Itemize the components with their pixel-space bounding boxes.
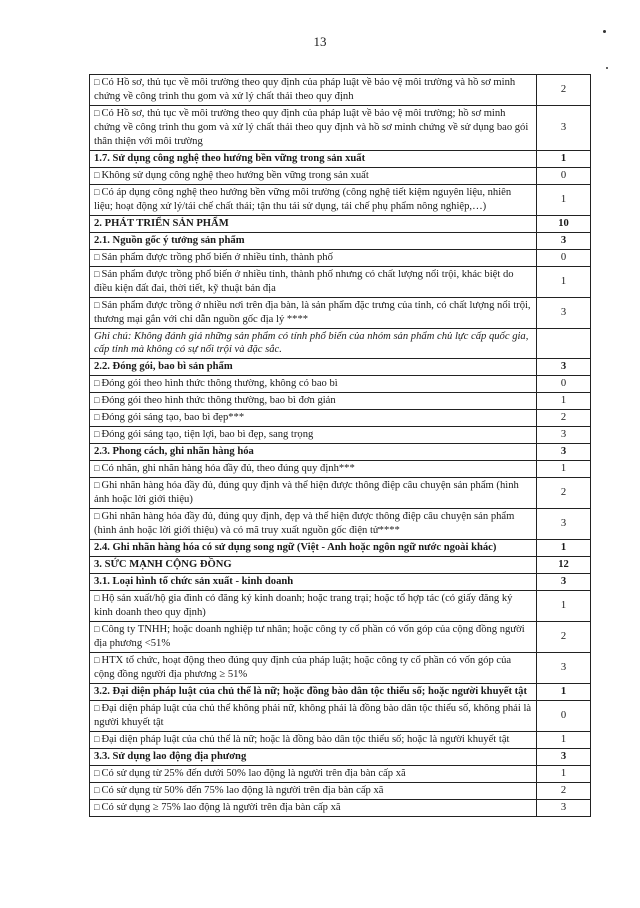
criterion-cell bbox=[90, 748, 537, 765]
criterion-cell bbox=[90, 700, 537, 731]
criterion-cell bbox=[90, 266, 537, 297]
criterion-cell bbox=[90, 150, 537, 167]
criterion-text: 3.2. Đại diện pháp luật của chủ thể là nữ; hoặc đồng bào dân tộc thiểu số; hoặc người khuyết tật bbox=[94, 685, 527, 697]
criterion-option-row bbox=[90, 478, 591, 509]
checkbox-square-icon: □ bbox=[94, 733, 100, 744]
criterion-cell bbox=[90, 799, 537, 816]
score-cell: 1 bbox=[537, 765, 591, 782]
criterion-text: Ghi nhãn hàng hóa đầy đủ, đúng quy định, đẹp và thể hiện được thông điệp câu chuyện sản phẩm (hình ảnh hoặc lời giới thiệu) và có mã truy xuất nguồn gốc điện tử**** bbox=[94, 511, 515, 537]
checkbox-square-icon: □ bbox=[94, 268, 100, 279]
criterion-text: Đại diện pháp luật của chủ thể là nữ; hoặc là đồng bào dân tộc thiểu số; hoặc là người khuyết tật bbox=[101, 733, 510, 745]
criterion-text: Đóng gói sáng tạo, tiện lợi, bao bì đẹp, sang trọng bbox=[101, 429, 314, 441]
score-cell: 2 bbox=[537, 621, 591, 652]
criterion-text: Sản phẩm được trồng ở nhiều nơi trên địa bàn, là sản phẩm đặc trưng của tỉnh, có chất lượng nổi trội, thương mại gắn với chỉ dẫn nguồn gốc địa lý **** bbox=[94, 299, 531, 325]
criterion-text: 2.4. Ghi nhãn hàng hóa có sử dụng song ngữ (Việt - Anh hoặc ngôn ngữ nước ngoài khác) bbox=[94, 542, 497, 554]
criterion-text: 3.3. Sử dụng lao động địa phương bbox=[94, 750, 247, 762]
criterion-text: Có sử dụng ≥ 75% lao động là người trên địa bàn cấp xã bbox=[101, 801, 341, 813]
criterion-option-row bbox=[90, 266, 591, 297]
criterion-heading-row bbox=[90, 150, 591, 167]
score-cell: 1 bbox=[537, 591, 591, 622]
criterion-cell bbox=[90, 249, 537, 266]
criterion-cell bbox=[90, 683, 537, 700]
scan-speck bbox=[606, 67, 608, 69]
criterion-cell bbox=[90, 105, 537, 150]
criterion-text: Sản phẩm được trồng phổ biến ở nhiều tỉnh, thành phố bbox=[101, 251, 333, 263]
criterion-option-row bbox=[90, 782, 591, 799]
criterion-option-row bbox=[90, 75, 591, 106]
criterion-cell bbox=[90, 591, 537, 622]
score-cell: 2 bbox=[537, 782, 591, 799]
score-cell: 0 bbox=[537, 249, 591, 266]
checkbox-square-icon: □ bbox=[94, 378, 100, 389]
criterion-text: 3. SỨC MẠNH CỘNG ĐỒNG bbox=[94, 559, 232, 571]
criterion-text: Có sử dụng từ 25% đến dưới 50% lao động là người trên địa bàn cấp xã bbox=[101, 767, 406, 779]
criterion-option-row bbox=[90, 621, 591, 652]
criterion-cell bbox=[90, 652, 537, 683]
criterion-heading-row bbox=[90, 748, 591, 765]
criterion-option-row bbox=[90, 700, 591, 731]
score-cell: 1 bbox=[537, 393, 591, 410]
score-cell: 2 bbox=[537, 478, 591, 509]
criterion-text: Có Hồ sơ, thủ tục về môi trường theo quy định của pháp luật về bảo vệ môi trường; hồ sơ minh chứng về công trình thu gom và xử lý chất thải theo quy định và hồ sơ minh chứng về sử dụng bao gói thân thiện với môi trường bbox=[94, 107, 529, 147]
criterion-cell bbox=[90, 731, 537, 748]
criterion-heading-row bbox=[90, 574, 591, 591]
criterion-cell bbox=[90, 328, 537, 359]
criterion-cell bbox=[90, 232, 537, 249]
checkbox-square-icon: □ bbox=[94, 801, 100, 812]
criterion-text: 3.1. Loại hình tổ chức sản xuất - kinh doanh bbox=[94, 576, 294, 588]
score-cell: 3 bbox=[537, 652, 591, 683]
checkbox-square-icon: □ bbox=[94, 463, 100, 474]
criterion-cell bbox=[90, 215, 537, 232]
criterion-text: Không sử dụng công nghệ theo hướng bền vững trong sản xuất bbox=[101, 169, 369, 181]
score-cell: 1 bbox=[537, 150, 591, 167]
checkbox-square-icon: □ bbox=[94, 186, 100, 197]
criterion-cell bbox=[90, 478, 537, 509]
checkbox-square-icon: □ bbox=[94, 702, 100, 713]
criterion-text: 2.2. Đóng gói, bao bì sản phẩm bbox=[94, 361, 233, 373]
criterion-cell bbox=[90, 621, 537, 652]
criterion-heading-row bbox=[90, 540, 591, 557]
criterion-option-row bbox=[90, 167, 591, 184]
criterion-cell bbox=[90, 75, 537, 106]
criterion-option-row bbox=[90, 591, 591, 622]
criterion-heading-row bbox=[90, 557, 591, 574]
checkbox-square-icon: □ bbox=[94, 784, 100, 795]
checkbox-square-icon: □ bbox=[94, 77, 100, 87]
criterion-cell bbox=[90, 184, 537, 215]
score-cell: 3 bbox=[537, 799, 591, 816]
score-cell: 0 bbox=[537, 167, 591, 184]
criterion-cell bbox=[90, 557, 537, 574]
criterion-heading-row bbox=[90, 683, 591, 700]
criterion-text: Đóng gói theo hình thức thông thường, bao bì đơn giản bbox=[101, 395, 336, 407]
note-row bbox=[90, 328, 591, 359]
score-cell: 2 bbox=[537, 75, 591, 106]
score-cell: 1 bbox=[537, 184, 591, 215]
criterion-option-row bbox=[90, 652, 591, 683]
criterion-cell bbox=[90, 461, 537, 478]
criterion-text: 1.7. Sử dụng công nghệ theo hướng bền vững trong sản xuất bbox=[94, 152, 366, 164]
score-cell: 12 bbox=[537, 557, 591, 574]
criterion-option-row bbox=[90, 765, 591, 782]
checkbox-square-icon: □ bbox=[94, 251, 100, 262]
criterion-text: Hộ sản xuất/hộ gia đình có đăng ký kinh doanh; hoặc trang trại; hoặc tổ hợp tác (có giấy đăng ký kinh doanh theo quy định) bbox=[94, 593, 513, 618]
criterion-option-row bbox=[90, 297, 591, 328]
criterion-option-row bbox=[90, 410, 591, 427]
criterion-heading-row bbox=[90, 232, 591, 249]
criterion-option-row bbox=[90, 799, 591, 816]
criterion-text: HTX tổ chức, hoạt động theo đúng quy định của pháp luật; hoặc công ty cổ phần có vốn góp của cộng đồng người địa phương ≥ 51% bbox=[94, 654, 512, 680]
criterion-text: 2.1. Nguồn gốc ý tưởng sản phẩm bbox=[94, 234, 245, 246]
score-cell: 0 bbox=[537, 700, 591, 731]
criterion-text: Sản phẩm được trồng phổ biến ở nhiều tỉnh, thành phố nhưng có chất lượng nổi trội, khác biệt do điều kiện đất đai, thời tiết, kỹ thuật bản địa bbox=[94, 268, 514, 294]
criterion-text: 2. PHÁT TRIỂN SẢN PHẨM bbox=[94, 217, 229, 229]
criterion-heading-row bbox=[90, 215, 591, 232]
criterion-option-row bbox=[90, 731, 591, 748]
criterion-cell bbox=[90, 410, 537, 427]
criterion-option-row bbox=[90, 184, 591, 215]
criterion-option-row bbox=[90, 393, 591, 410]
score-cell bbox=[537, 328, 591, 359]
criterion-cell bbox=[90, 782, 537, 799]
page-number: 13 bbox=[313, 34, 327, 49]
checkbox-square-icon: □ bbox=[94, 107, 100, 118]
criterion-text: Có nhãn, ghi nhãn hàng hóa đầy đủ, theo đúng quy định*** bbox=[101, 463, 355, 475]
criterion-cell bbox=[90, 376, 537, 393]
criterion-cell bbox=[90, 509, 537, 540]
score-cell: 10 bbox=[537, 215, 591, 232]
score-cell: 3 bbox=[537, 427, 591, 444]
criterion-cell bbox=[90, 427, 537, 444]
criterion-option-row bbox=[90, 427, 591, 444]
score-cell: 1 bbox=[537, 461, 591, 478]
criterion-option-row bbox=[90, 376, 591, 393]
criterion-text: Công ty TNHH; hoặc doanh nghiệp tư nhân; hoặc công ty cổ phần có vốn góp của cộng đồng người địa phương <51% bbox=[94, 623, 525, 649]
checkbox-square-icon: □ bbox=[94, 169, 100, 180]
score-cell: 1 bbox=[537, 266, 591, 297]
checkbox-square-icon: □ bbox=[94, 767, 100, 778]
checkbox-square-icon: □ bbox=[94, 593, 100, 603]
score-cell: 1 bbox=[537, 683, 591, 700]
checkbox-square-icon: □ bbox=[94, 429, 100, 440]
score-cell: 3 bbox=[537, 748, 591, 765]
criterion-cell bbox=[90, 444, 537, 461]
criterion-cell bbox=[90, 297, 537, 328]
scan-speck bbox=[603, 30, 606, 33]
criterion-text: Ghi nhãn hàng hóa đầy đủ, đúng quy định và thể hiện được thông điệp câu chuyện sản phẩm (hình ảnh hoặc lời giới thiệu) bbox=[94, 480, 519, 506]
criterion-cell bbox=[90, 765, 537, 782]
score-cell: 0 bbox=[537, 376, 591, 393]
score-cell: 3 bbox=[537, 444, 591, 461]
criterion-cell bbox=[90, 540, 537, 557]
criterion-text: Có Hồ sơ, thủ tục về môi trường theo quy định của pháp luật về bảo vệ môi trường và hồ sơ minh chứng về công trình thu gom và xử lý chất thải theo quy định bbox=[94, 77, 516, 102]
criterion-cell bbox=[90, 359, 537, 376]
criterion-text: Đóng gói theo hình thức thông thường, không có bao bì bbox=[101, 378, 338, 390]
checkbox-square-icon: □ bbox=[94, 623, 100, 634]
criterion-option-row bbox=[90, 249, 591, 266]
score-cell: 1 bbox=[537, 731, 591, 748]
criterion-heading-row bbox=[90, 359, 591, 376]
score-cell: 3 bbox=[537, 105, 591, 150]
score-cell: 2 bbox=[537, 410, 591, 427]
score-cell: 3 bbox=[537, 509, 591, 540]
score-cell: 3 bbox=[537, 574, 591, 591]
checkbox-square-icon: □ bbox=[94, 395, 100, 406]
criterion-cell bbox=[90, 167, 537, 184]
criterion-text: 2.3. Phong cách, ghi nhãn hàng hóa bbox=[94, 446, 254, 458]
checkbox-square-icon: □ bbox=[94, 299, 100, 310]
checkbox-square-icon: □ bbox=[94, 654, 100, 665]
criterion-text: Ghi chú: Không đánh giá những sản phẩm có tính phổ biến của nhóm sản phẩm chủ lực cấp quốc gia, cấp tỉnh mà không có sự nổi trội và đặc sắc. bbox=[94, 330, 529, 356]
criterion-text: Có áp dụng công nghệ theo hướng bền vững môi trường (công nghệ tiết kiệm nguyên liệu, nhiên liệu; hoạt động xử lý/tái chế chất thải; tận thu tái sử dụng, tái chế phụ phẩm nông nghiệp,…) bbox=[94, 186, 512, 212]
checkbox-square-icon: □ bbox=[94, 480, 100, 491]
criterion-text: Đóng gói sáng tạo, bao bì đẹp*** bbox=[101, 412, 245, 424]
criterion-option-row bbox=[90, 509, 591, 540]
criterion-option-row bbox=[90, 461, 591, 478]
criterion-cell bbox=[90, 574, 537, 591]
score-cell: 3 bbox=[537, 232, 591, 249]
criteria-table bbox=[89, 74, 591, 817]
score-cell: 3 bbox=[537, 297, 591, 328]
checkbox-square-icon: □ bbox=[94, 511, 100, 522]
checkbox-square-icon: □ bbox=[94, 412, 100, 423]
criterion-option-row bbox=[90, 105, 591, 150]
criterion-text: Có sử dụng từ 50% đến 75% lao động là người trên địa bàn cấp xã bbox=[101, 784, 384, 796]
criterion-cell bbox=[90, 393, 537, 410]
criterion-heading-row bbox=[90, 444, 591, 461]
score-cell: 3 bbox=[537, 359, 591, 376]
criterion-text: Đại diện pháp luật của chủ thể không phải nữ, không phải là đồng bào dân tộc thiểu số, không phải là người khuyết tật bbox=[94, 702, 532, 728]
score-cell: 1 bbox=[537, 540, 591, 557]
